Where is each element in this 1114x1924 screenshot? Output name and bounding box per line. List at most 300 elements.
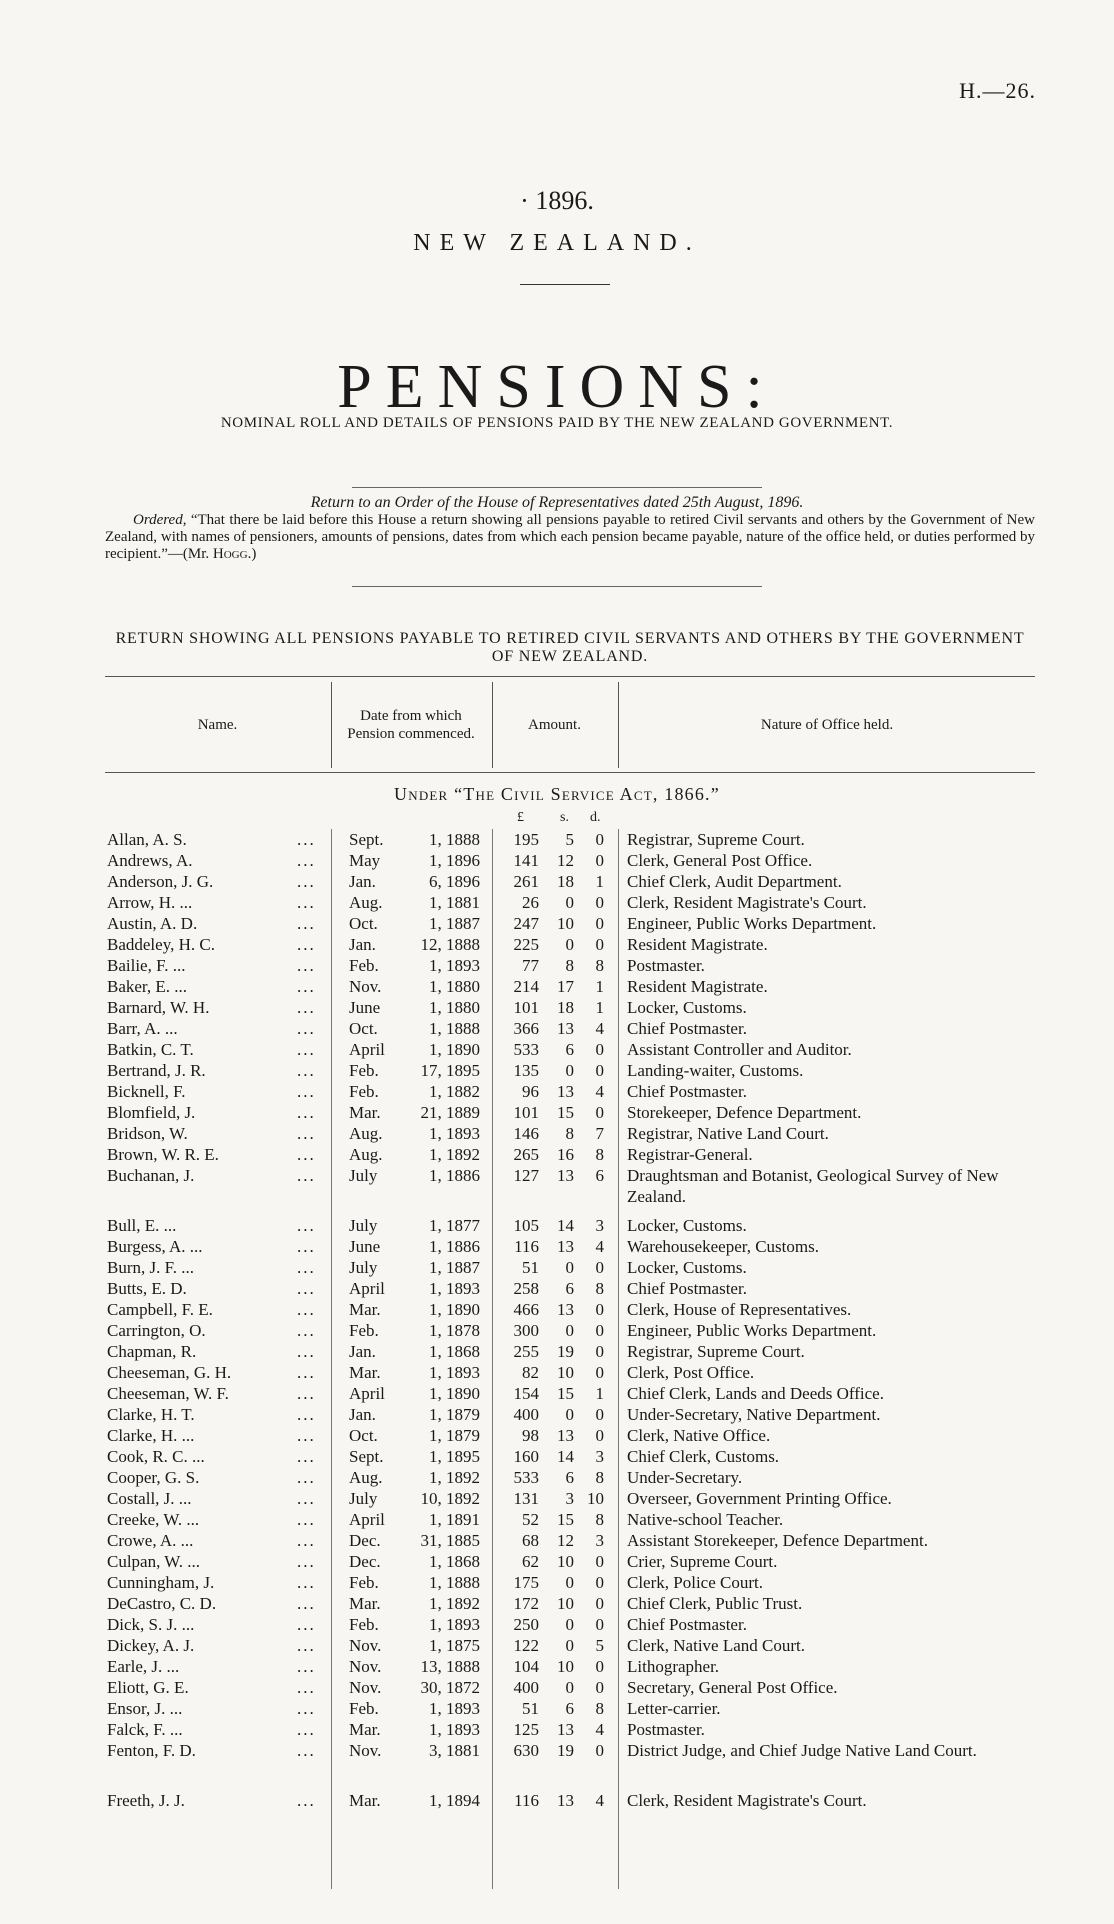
pensioner-name: Brown, W. R. E. — [107, 1145, 219, 1164]
commence-month: Mar. — [349, 1363, 381, 1382]
amount-pence: 0 — [595, 851, 604, 870]
office-held: Locker, Customs. — [627, 1216, 747, 1235]
pensioner-name: DeCastro, C. D. — [107, 1594, 217, 1613]
shillings-label: s. — [560, 810, 569, 825]
leader-dots: ... — [297, 1791, 316, 1810]
leader-dots: ... — [297, 851, 316, 870]
amount-shillings: 13 — [557, 1237, 574, 1256]
office-held: Chief Clerk, Customs. — [627, 1447, 780, 1466]
office-held: Engineer, Public Works Department. — [627, 1321, 877, 1340]
pensioner-name: Bertrand, J. R. — [107, 1061, 206, 1080]
leader-dots: ... — [297, 1145, 316, 1164]
office-held: Chief Postmaster. — [627, 1279, 747, 1298]
amount-pounds: 255 — [513, 1342, 539, 1361]
amount-pounds: 104 — [513, 1657, 539, 1676]
amount-pounds: 400 — [513, 1405, 539, 1424]
amount-pence: 1 — [595, 1384, 604, 1403]
commence-date: 1, 1879 — [429, 1405, 480, 1424]
pounds-label: £ — [517, 810, 524, 825]
title-divider — [520, 284, 610, 285]
amount-shillings: 0 — [565, 1258, 574, 1277]
leader-dots: ... — [297, 935, 316, 954]
leader-dots: ... — [297, 1552, 316, 1571]
amount-pence: 0 — [595, 1594, 604, 1613]
commence-date: 1, 1890 — [429, 1300, 480, 1319]
amount-shillings: 16 — [557, 1145, 574, 1164]
amount-shillings: 6 — [565, 1040, 574, 1059]
commence-date: 6, 1896 — [429, 872, 480, 891]
amount-shillings: 0 — [565, 935, 574, 954]
amount-pence: 7 — [595, 1124, 604, 1143]
leader-dots: ... — [297, 1384, 316, 1403]
pensioner-name: Dickey, A. J. — [107, 1636, 195, 1655]
amount-pence: 0 — [595, 1061, 604, 1080]
commence-date: 1, 1887 — [429, 1258, 480, 1277]
amount-pounds: 116 — [514, 1791, 539, 1810]
column-divider — [331, 829, 332, 1889]
commence-date: 1, 1893 — [429, 1124, 480, 1143]
commence-month: April — [349, 1279, 385, 1298]
divider — [352, 586, 762, 587]
pensioner-name: Barnard, W. H. — [107, 998, 210, 1017]
office-held: Landing-waiter, Customs. — [627, 1061, 804, 1080]
pensioner-name: Clarke, H. ... — [107, 1426, 195, 1445]
leader-dots: ... — [297, 998, 316, 1017]
pensioner-name: Baker, E. ... — [107, 977, 188, 996]
commence-date: 1, 1890 — [429, 1040, 480, 1059]
amount-pence: 4 — [595, 1720, 604, 1739]
commence-month: July — [349, 1216, 378, 1235]
commence-month: Nov. — [349, 1741, 382, 1760]
amount-pounds: 247 — [513, 914, 539, 933]
commence-date: 17, 1895 — [420, 1061, 480, 1080]
commence-date: 1, 1877 — [429, 1216, 480, 1235]
pensioner-name: Falck, F. ... — [107, 1720, 183, 1739]
leader-dots: ... — [297, 1300, 316, 1319]
office-held: Clerk, Native Office. — [627, 1426, 771, 1445]
amount-pounds: 265 — [513, 1145, 539, 1164]
pensioner-name: Cunningham, J. — [107, 1573, 215, 1592]
commence-date: 1, 1882 — [429, 1082, 480, 1101]
office-held: Registrar, Native Land Court. — [627, 1124, 829, 1143]
leader-dots: ... — [297, 1019, 316, 1038]
office-held: Registrar, Supreme Court. — [627, 830, 805, 849]
amount-pounds: 160 — [513, 1447, 539, 1466]
amount-shillings: 13 — [557, 1426, 574, 1445]
commence-date: 31, 1885 — [420, 1531, 480, 1550]
amount-pence: 1 — [595, 998, 604, 1017]
commence-date: 1, 1879 — [429, 1426, 480, 1445]
commence-month: Mar. — [349, 1720, 381, 1739]
amount-pounds: 154 — [513, 1384, 539, 1403]
office-held: Clerk, Native Land Court. — [627, 1636, 805, 1655]
pensioner-name: Culpan, W. ... — [107, 1552, 201, 1571]
pensioner-name: Bridson, W. — [107, 1124, 188, 1143]
commence-date: 21, 1889 — [420, 1103, 480, 1122]
amount-pence: 8 — [595, 956, 604, 975]
amount-shillings: 17 — [557, 977, 574, 996]
col-header-date: Date from which Pension commenced. — [347, 708, 475, 742]
commence-month: Feb. — [349, 1061, 379, 1080]
col-header-name: Name. — [197, 717, 238, 733]
amount-shillings: 0 — [565, 893, 574, 912]
amount-pounds: 52 — [522, 1510, 539, 1529]
amount-pounds: 116 — [514, 1237, 539, 1256]
commence-month: Nov. — [349, 1657, 382, 1676]
order-paragraph — [105, 512, 1035, 563]
leader-dots: ... — [297, 1166, 316, 1185]
commence-month: Sept. — [349, 1447, 384, 1466]
pensioner-name: Bailie, F. ... — [107, 956, 186, 975]
amount-shillings: 6 — [565, 1279, 574, 1298]
commence-month: Mar. — [349, 1791, 381, 1810]
amount-shillings: 13 — [557, 1791, 574, 1810]
leader-dots: ... — [297, 1426, 316, 1445]
table-header-rule — [105, 772, 1035, 773]
amount-shillings: 6 — [565, 1468, 574, 1487]
commence-date: 13, 1888 — [420, 1657, 480, 1676]
commence-month: Nov. — [349, 1678, 382, 1697]
amount-pence: 4 — [595, 1019, 604, 1038]
amount-shillings: 10 — [557, 1594, 574, 1613]
amount-pence: 8 — [595, 1699, 604, 1718]
amount-pence: 0 — [595, 1552, 604, 1571]
order-tail: .) — [247, 546, 257, 562]
pensioner-name: Bull, E. ... — [107, 1216, 177, 1235]
amount-pence: 6 — [595, 1166, 604, 1185]
amount-shillings: 19 — [557, 1342, 574, 1361]
commence-date: 1, 1888 — [429, 1019, 480, 1038]
office-held: District Judge, and Chief Judge Native Land Court. — [627, 1741, 977, 1760]
leader-dots: ... — [297, 1279, 316, 1298]
commence-month: April — [349, 1510, 385, 1529]
pensioner-name: Barr, A. ... — [107, 1019, 178, 1038]
pensioner-name: Cook, R. C. ... — [107, 1447, 205, 1466]
section-title — [0, 784, 1114, 805]
return-heading: RETURN SHOWING ALL PENSIONS PAYABLE TO RETIRED CIVIL SERVANTS AND OTHERS BY THE GOVERNMENT OF NEW ZEALAND. — [115, 630, 1025, 665]
pensioner-name: Buchanan, J. — [107, 1166, 195, 1185]
leader-dots: ... — [297, 1258, 316, 1277]
header-divider — [492, 682, 493, 768]
amount-pence: 4 — [595, 1237, 604, 1256]
amount-pounds: 68 — [522, 1531, 539, 1550]
page-reference: H.—26. — [959, 78, 1036, 103]
commence-date: 1, 1875 — [429, 1636, 480, 1655]
office-held: Overseer, Government Printing Office. — [627, 1489, 892, 1508]
commence-date: 1, 1891 — [429, 1510, 480, 1529]
amount-shillings: 15 — [557, 1384, 574, 1403]
office-held: Native-school Teacher. — [627, 1510, 784, 1529]
amount-shillings: 10 — [557, 914, 574, 933]
commence-date: 1, 1893 — [429, 1699, 480, 1718]
office-held: Postmaster. — [627, 956, 705, 975]
commence-date: 1, 1895 — [429, 1447, 480, 1466]
commence-date: 1, 1893 — [429, 1720, 480, 1739]
leader-dots: ... — [297, 1124, 316, 1143]
amount-pounds: 131 — [513, 1489, 539, 1508]
order-lead: Ordered, — [133, 512, 187, 528]
amount-pence: 10 — [587, 1489, 604, 1508]
commence-date: 1, 1896 — [429, 851, 480, 870]
pensioner-name: Chapman, R. — [107, 1342, 197, 1361]
header-divider — [331, 682, 332, 768]
amount-pence: 0 — [595, 1657, 604, 1676]
pensioner-name: Carrington, O. — [107, 1321, 206, 1340]
leader-dots: ... — [297, 872, 316, 891]
amount-pounds: 77 — [522, 956, 539, 975]
commence-date: 1, 1892 — [429, 1145, 480, 1164]
amount-pence: 8 — [595, 1145, 604, 1164]
leader-dots: ... — [297, 1510, 316, 1529]
leader-dots: ... — [297, 1342, 316, 1361]
commence-month: June — [349, 998, 381, 1017]
amount-pence: 8 — [595, 1468, 604, 1487]
amount-pence: 4 — [595, 1082, 604, 1101]
commence-month: Oct. — [349, 1426, 378, 1445]
commence-month: July — [349, 1166, 378, 1185]
amount-pence: 0 — [595, 1321, 604, 1340]
commence-date: 1, 1888 — [429, 1573, 480, 1592]
amount-pounds: 175 — [513, 1573, 539, 1592]
pensioner-name: Cheeseman, W. F. — [107, 1384, 229, 1403]
commence-month: Mar. — [349, 1594, 381, 1613]
office-held: Lithographer. — [627, 1657, 720, 1676]
amount-pence: 0 — [595, 1615, 604, 1634]
pensioner-name: Blomfield, J. — [107, 1103, 196, 1122]
amount-shillings: 0 — [565, 1061, 574, 1080]
office-held: Assistant Storekeeper, Defence Department. — [627, 1531, 928, 1550]
leader-dots: ... — [297, 1741, 316, 1760]
commence-month: Jan. — [349, 1342, 376, 1361]
commence-date: 1, 1880 — [429, 977, 480, 996]
office-held: Under-Secretary, Native Department. — [627, 1405, 881, 1424]
column-divider — [618, 829, 619, 1889]
order-text: “That there be laid before this House a return showing all pensions payable to retired Civil servants and others by the Government of New Zealand, with names of pensioners, amounts of pensions, dates from which each pension became payable, nature of the office held, or duties performed by recipient.”—(Mr. — [105, 512, 1035, 562]
commence-month: Dec. — [349, 1552, 381, 1571]
commence-month: May — [349, 851, 381, 870]
office-held: Locker, Customs. — [627, 998, 747, 1017]
amount-pence: 0 — [595, 1342, 604, 1361]
commence-month: Mar. — [349, 1300, 381, 1319]
amount-pounds: 51 — [522, 1258, 539, 1277]
commence-date: 1, 1893 — [429, 1279, 480, 1298]
commence-month: Sept. — [349, 830, 384, 849]
commence-date: 30, 1872 — [420, 1678, 480, 1697]
amount-shillings: 13 — [557, 1166, 574, 1185]
amount-shillings: 10 — [557, 1363, 574, 1382]
amount-pence: 5 — [595, 1636, 604, 1655]
document-title: PENSIONS: — [337, 353, 777, 421]
amount-pence: 0 — [595, 1300, 604, 1319]
leader-dots: ... — [297, 1363, 316, 1382]
commence-month: Jan. — [349, 1405, 376, 1424]
amount-pence: 3 — [595, 1216, 604, 1235]
leader-dots: ... — [297, 1636, 316, 1655]
pence-label: d. — [590, 810, 601, 825]
amount-shillings: 13 — [557, 1082, 574, 1101]
pensioner-name: Austin, A. D. — [107, 914, 198, 933]
office-held: Registrar-General. — [627, 1145, 753, 1164]
amount-shillings: 0 — [565, 1636, 574, 1655]
commence-month: Feb. — [349, 1082, 379, 1101]
amount-pence: 0 — [595, 1103, 604, 1122]
commence-date: 1, 1887 — [429, 914, 480, 933]
pensioner-name: Allan, A. S. — [107, 830, 187, 849]
commence-month: Feb. — [349, 1615, 379, 1634]
office-held: Locker, Customs. — [627, 1258, 747, 1277]
header-divider — [618, 682, 619, 768]
commence-month: July — [349, 1258, 378, 1277]
amount-pence: 8 — [595, 1510, 604, 1529]
pensioner-name: Baddeley, H. C. — [107, 935, 215, 954]
amount-shillings: 13 — [557, 1019, 574, 1038]
amount-shillings: 15 — [557, 1510, 574, 1529]
amount-shillings: 18 — [557, 872, 574, 891]
leader-dots: ... — [297, 1594, 316, 1613]
leader-dots: ... — [297, 1061, 316, 1080]
pensioner-name: Fenton, F. D. — [107, 1741, 196, 1760]
amount-shillings: 8 — [565, 1124, 574, 1143]
amount-shillings: 10 — [557, 1552, 574, 1571]
amount-pounds: 258 — [513, 1279, 539, 1298]
amount-shillings: 8 — [565, 956, 574, 975]
amount-pence: 0 — [595, 1426, 604, 1445]
pensioner-name: Andrews, A. — [107, 851, 193, 870]
amount-pounds: 98 — [522, 1426, 539, 1445]
amount-pounds: 630 — [513, 1741, 539, 1760]
divider — [352, 487, 762, 488]
amount-pounds: 146 — [513, 1124, 539, 1143]
amount-pounds: 195 — [513, 830, 539, 849]
commence-month: Jan. — [349, 935, 376, 954]
amount-pounds: 533 — [513, 1468, 539, 1487]
commence-date: 10, 1892 — [420, 1489, 480, 1508]
leader-dots: ... — [297, 1040, 316, 1059]
amount-pence: 0 — [595, 1040, 604, 1059]
office-held: Postmaster. — [627, 1720, 705, 1739]
document-subtitle: NOMINAL ROLL AND DETAILS OF PENSIONS PAID BY THE NEW ZEALAND GOVERNMENT. — [220, 415, 894, 431]
amount-pounds: 225 — [513, 935, 539, 954]
pensioner-name: Burgess, A. ... — [107, 1237, 203, 1256]
amount-pence: 0 — [595, 1678, 604, 1697]
amount-shillings: 0 — [565, 1321, 574, 1340]
leader-dots: ... — [297, 1699, 316, 1718]
office-held: Clerk, Resident Magistrate's Court. — [627, 893, 867, 912]
amount-shillings: 10 — [557, 1657, 574, 1676]
pensioner-name: Butts, E. D. — [107, 1279, 187, 1298]
commence-month: Feb. — [349, 956, 379, 975]
pensioner-name: Costall, J. ... — [107, 1489, 192, 1508]
amount-shillings: 14 — [557, 1216, 574, 1235]
office-held: Crier, Supreme Court. — [627, 1552, 778, 1571]
office-held: Clerk, Post Office. — [627, 1363, 755, 1382]
amount-shillings: 13 — [557, 1720, 574, 1739]
leader-dots: ... — [297, 1657, 316, 1676]
leader-dots: ... — [297, 1447, 316, 1466]
amount-pounds: 125 — [513, 1720, 539, 1739]
amount-pounds: 26 — [522, 893, 539, 912]
amount-pence: 0 — [595, 1258, 604, 1277]
amount-pence: 0 — [595, 1363, 604, 1382]
amount-shillings: 12 — [557, 851, 574, 870]
amount-pence: 0 — [595, 1573, 604, 1592]
amount-pence: 4 — [595, 1791, 604, 1810]
commence-month: April — [349, 1040, 385, 1059]
pensioner-name: Cheeseman, G. H. — [107, 1363, 232, 1382]
commence-date: 1, 1893 — [429, 956, 480, 975]
pensioner-name: Creeke, W. ... — [107, 1510, 200, 1529]
leader-dots: ... — [297, 1615, 316, 1634]
amount-shillings: 14 — [557, 1447, 574, 1466]
order-mover: Hogg — [212, 546, 248, 562]
office-held: Clerk, Police Court. — [627, 1573, 763, 1592]
commence-month: Aug. — [349, 1124, 383, 1143]
commence-month: Nov. — [349, 1636, 382, 1655]
country-heading: NEW ZEALAND. — [413, 230, 701, 256]
leader-dots: ... — [297, 1573, 316, 1592]
commence-date: 1, 1886 — [429, 1166, 480, 1185]
leader-dots: ... — [297, 1531, 316, 1550]
amount-pence: 8 — [595, 1279, 604, 1298]
amount-pounds: 101 — [513, 998, 539, 1017]
amount-pounds: 172 — [513, 1594, 539, 1613]
pensioner-name: Crowe, A. ... — [107, 1531, 194, 1550]
amount-pence: 3 — [595, 1531, 604, 1550]
amount-shillings: 15 — [557, 1103, 574, 1122]
pensioner-name: Freeth, J. J. — [107, 1791, 185, 1810]
amount-shillings: 19 — [557, 1741, 574, 1760]
amount-pence: 0 — [595, 914, 604, 933]
amount-pounds: 214 — [513, 977, 539, 996]
leader-dots: ... — [297, 1405, 316, 1424]
amount-shillings: 13 — [557, 1300, 574, 1319]
commence-date: 1, 1890 — [429, 1384, 480, 1403]
column-divider — [492, 829, 493, 1889]
office-held: Letter-carrier. — [627, 1699, 721, 1718]
leader-dots: ... — [297, 830, 316, 849]
leader-dots: ... — [297, 1216, 316, 1235]
commence-month: Aug. — [349, 1145, 383, 1164]
office-held: Under-Secretary. — [627, 1468, 743, 1487]
commence-month: Feb. — [349, 1321, 379, 1340]
leader-dots: ... — [297, 893, 316, 912]
commence-month: Feb. — [349, 1573, 379, 1592]
leader-dots: ... — [297, 914, 316, 933]
commence-date: 1, 1878 — [429, 1321, 480, 1340]
office-held: Chief Postmaster. — [627, 1615, 747, 1634]
office-held: Clerk, House of Representatives. — [627, 1300, 852, 1319]
commence-month: Oct. — [349, 1019, 378, 1038]
leader-dots: ... — [297, 1720, 316, 1739]
amount-pence: 1 — [595, 977, 604, 996]
commence-date: 1, 1868 — [429, 1342, 480, 1361]
amount-pence: 0 — [595, 935, 604, 954]
amount-pounds: 141 — [513, 851, 539, 870]
commence-date: 1, 1894 — [429, 1791, 480, 1810]
amount-pounds: 127 — [513, 1166, 539, 1185]
office-held: Resident Magistrate. — [627, 935, 768, 954]
commence-date: 1, 1892 — [429, 1594, 480, 1613]
office-held: Registrar, Supreme Court. — [627, 1342, 805, 1361]
amount-pounds: 82 — [522, 1363, 539, 1382]
col-header-amount: Amount. — [528, 717, 581, 733]
table-top-rule — [105, 676, 1035, 677]
commence-month: Dec. — [349, 1531, 381, 1550]
amount-pence: 0 — [595, 830, 604, 849]
amount-pounds: 250 — [513, 1615, 539, 1634]
leader-dots: ... — [297, 977, 316, 996]
office-held: Draughtsman and Botanist, Geological Survey of New Zealand. — [627, 1166, 999, 1206]
